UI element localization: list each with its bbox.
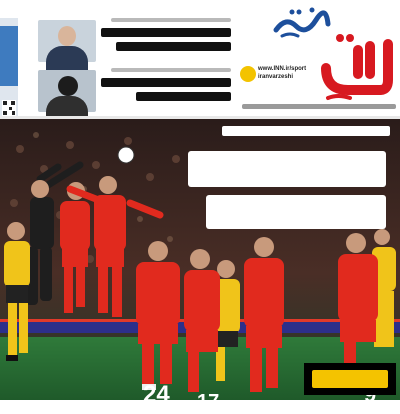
teaser-story-1[interactable] bbox=[30, 16, 235, 66]
teaser-headline-1-line-2 bbox=[116, 42, 231, 51]
main-headline-line-2[interactable] bbox=[206, 195, 386, 229]
brand-circle-icon bbox=[240, 66, 256, 82]
teaser-headline-2-line-1 bbox=[101, 78, 231, 87]
main-story-deck bbox=[222, 126, 390, 136]
masthead bbox=[0, 0, 400, 122]
instagram-handle[interactable]: iranvarzeshi bbox=[258, 74, 294, 80]
teaser-photo-1 bbox=[38, 20, 96, 62]
teaser-story-2[interactable] bbox=[30, 66, 235, 116]
shirt-number: 24 bbox=[143, 381, 170, 408]
teaser-headline-1-line-1 bbox=[101, 28, 231, 37]
teaser-photo-2 bbox=[38, 70, 96, 112]
side-column-block bbox=[0, 26, 18, 86]
shirt-number: 17 bbox=[197, 391, 220, 413]
teaser-kicker-2 bbox=[111, 68, 231, 72]
website-address[interactable]: www.INN.ir/sport bbox=[258, 66, 307, 72]
side-column-strip bbox=[0, 18, 18, 118]
qr-code-icon bbox=[2, 100, 16, 116]
teaser-kicker-1 bbox=[111, 18, 231, 22]
watermark-wordmark bbox=[312, 370, 388, 388]
issue-date-line bbox=[242, 104, 396, 109]
newspaper-wordmark-large bbox=[320, 24, 396, 102]
teaser-headline-2-line-2 bbox=[136, 92, 231, 101]
main-story[interactable] bbox=[0, 119, 400, 413]
football bbox=[118, 147, 134, 163]
watermark-logo bbox=[304, 363, 396, 395]
newspaper-logo bbox=[238, 4, 400, 118]
main-headline-line-1[interactable] bbox=[188, 151, 386, 187]
